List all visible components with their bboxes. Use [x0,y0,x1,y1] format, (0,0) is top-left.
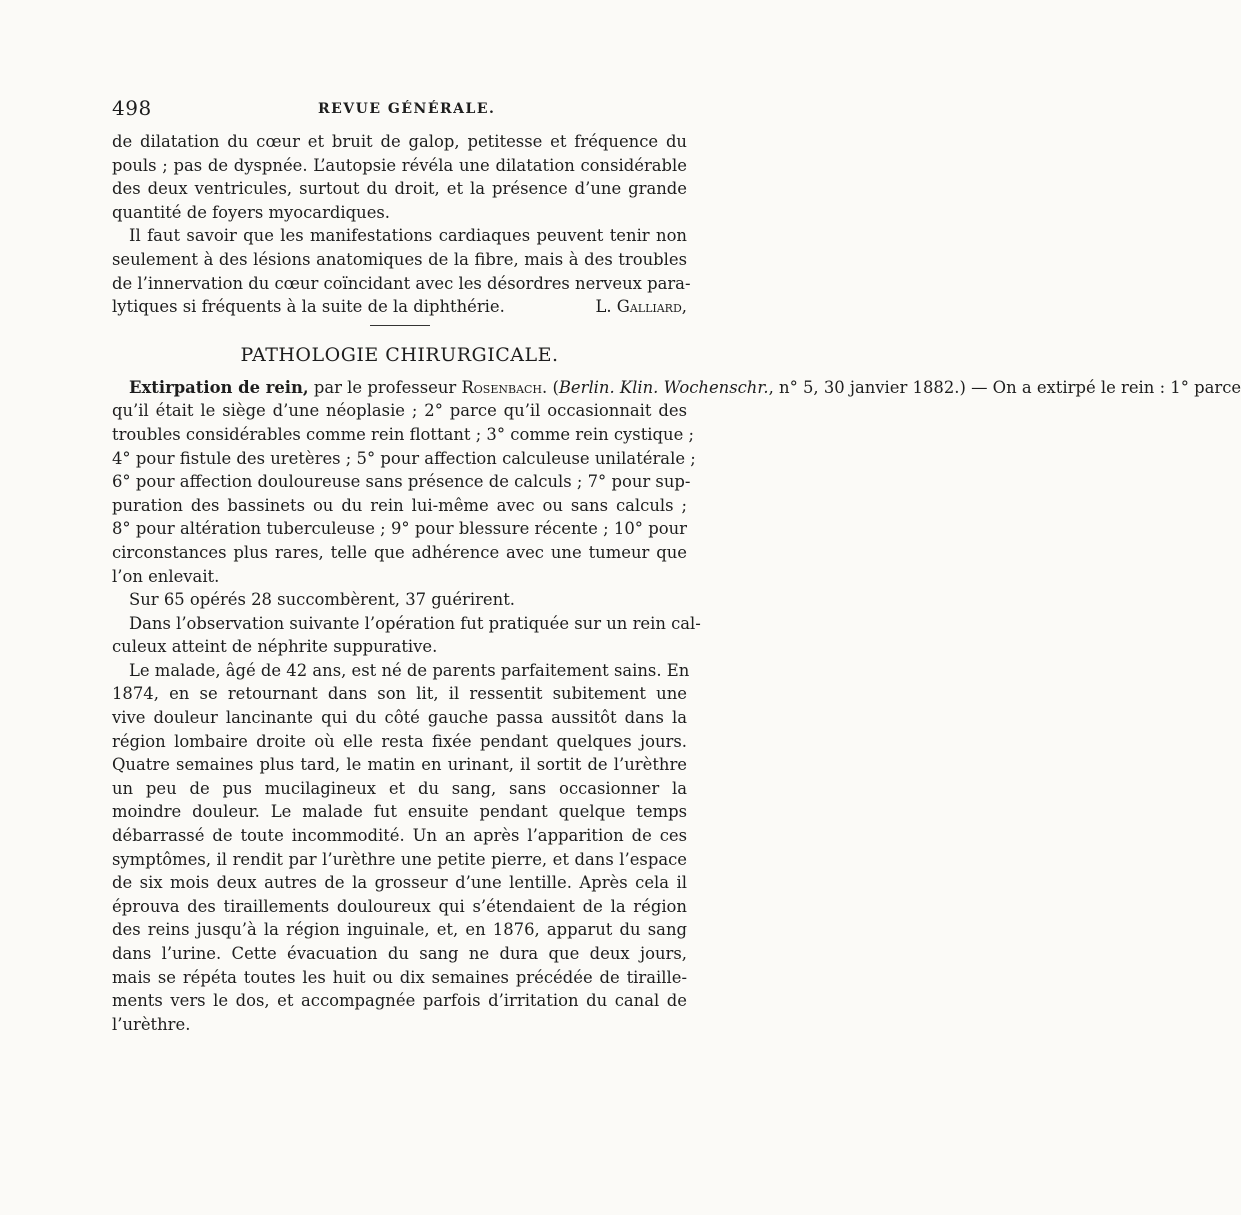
citation-rest: , n° 5, 30 janvier 1882.) — On a extirpé le rein : 1° parce [768,377,1241,397]
text-line: des reins jusqu’à la région inguinale, et, en 1876, apparut du sang [112,920,687,940]
text-line: de six mois deux autres de la grosseur d’une lentille. Après cela il [112,873,687,893]
text-line: 8° pour altération tuberculeuse ; 9° pour blessure récente ; 10° pour [112,519,687,539]
section-divider [370,325,430,326]
article-kidney-extirpation [112,376,1241,588]
text-line: mais se répéta toutes les huit ou dix semaines précédée de tiraille- [112,967,687,987]
text-line: éprouva des tiraillements douloureux qui s’étendaient de la région [112,896,687,916]
page-number: 498 [112,96,152,120]
article-heading-line [112,376,1241,400]
text-line [112,295,687,319]
section-title: PATHOLOGIE CHIRURGICALE. [240,343,559,366]
text-line: l’on enlevait. [112,566,220,586]
text-line: Quatre semaines plus tard, le matin en urinant, il sortit de l’urèthre [112,755,687,775]
text-line: pouls ; pas de dyspnée. L’autopsie révéla une dilatation considérable [112,155,687,175]
article-title: Extirpation de rein, [129,377,309,397]
text-line: 1874, en se retournant dans son lit, il ressentit subitement une [112,684,687,704]
text-line: circonstances plus rares, telle que adhérence avec une tumeur que [112,542,687,562]
paragraph-case-history [112,659,690,1037]
paragraph-continued [112,130,687,224]
text-line: Dans l’observation suivante l’opération fut pratiquée sur un rein cal- [129,613,701,633]
text-line: des deux ventricules, surtout du droit, et la présence d’une grande [112,179,687,199]
citation-open: ( [552,377,559,397]
paragraph-statistics: Sur 65 opérés 28 succombèrent, 37 guérirent. [129,590,515,610]
text-line: ments vers le dos, et accompagnée parfois d’irritation du canal de [112,991,687,1011]
text-line: débarrassé de toute incommodité. Un an après l’apparition de ces [112,826,687,846]
text-line: un peu de pus mucilagineux et du sang, sans occasionner la [112,778,687,798]
body-text [112,130,1241,1036]
article-author: Rosenbach. [461,377,548,397]
text-line: troubles considérables comme rein flottant ; 3° comme rein cystique ; [112,424,695,444]
text-line: de l’innervation du cœur coïncidant avec les désordres nerveux para- [112,273,691,293]
running-title: REVUE GÉNÉRALE. [318,101,496,117]
paragraph-cardiac [112,224,691,318]
text-line: 4° pour fistule des uretères ; 5° pour affection calculeuse unilatérale ; [112,448,696,468]
text-line: Le malade, âgé de 42 ans, est né de parents parfaitement sains. En [129,660,690,680]
text-line: moindre douleur. Le malade fut ensuite pendant quelque temps [112,802,687,822]
text-line: l’urèthre. [112,1014,191,1034]
text-line: culeux atteint de néphrite suppurative. [112,637,438,657]
text-line: seulement à des lésions anatomiques de la fibre, mais à des troubles [112,249,687,269]
article-by: par le professeur [313,377,457,397]
text-line: qu’il était le siège d’une néoplasie ; 2° parce qu’il occasionnait des [112,401,687,421]
text-line: dans l’urine. Cette évacuation du sang ne dura que deux jours, [112,944,687,963]
text-line: Il faut savoir que les manifestations cardiaques peuvent tenir non [129,226,687,246]
text-line: vive douleur lancinante qui du côté gauche passa aussitôt dans la [112,708,687,728]
text-line: région lombaire droite où elle resta fixée pendant quelques jours. [112,731,687,751]
text-line: puration des bassinets ou du rein lui-même avec ou sans calculs ; [112,495,687,515]
text-line: symptômes, il rendit par l’urèthre une petite pierre, et dans l’espace [112,849,687,869]
text-line: 6° pour affection douloureuse sans présence de calculs ; 7° pour sup- [112,472,691,492]
page-header [112,96,692,126]
author-signature: L. Galliard, [595,297,687,317]
text-line: de dilatation du cœur et bruit de galop, petitesse et fréquence du [112,132,687,151]
paragraph-observation [112,612,701,659]
text-span: lytiques si fréquents à la suite de la diphthérie. [112,297,505,317]
journal-name: Berlin. Klin. Wochenschr. [558,377,769,397]
text-line: quantité de foyers myocardiques. [112,202,391,222]
